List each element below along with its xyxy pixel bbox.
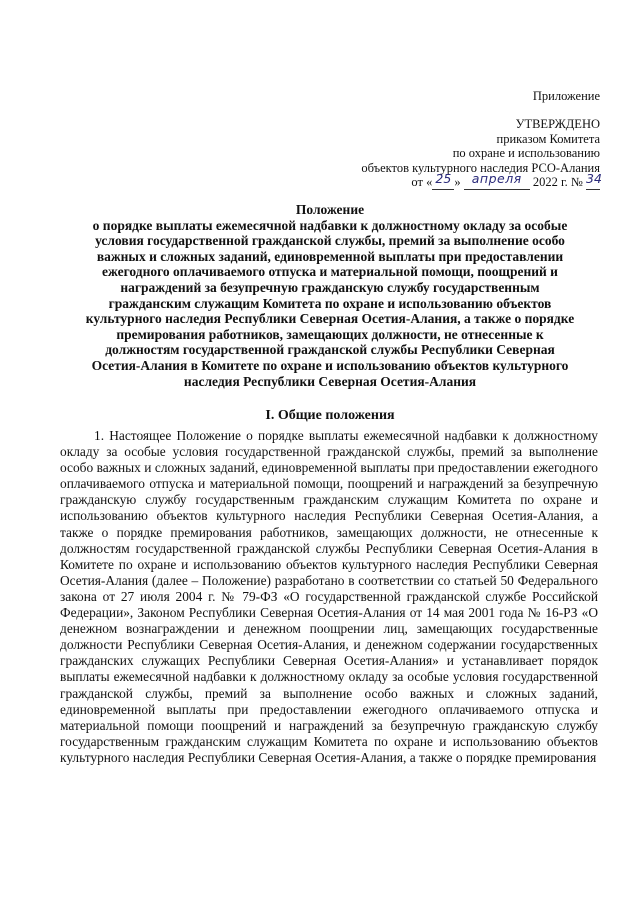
title-line: важных и сложных заданий, единовременной выплаты при предоставлении — [96, 248, 564, 264]
section-heading-general: I. Общие положения — [265, 408, 395, 423]
title-line: гражданским служащим Комитета по охране и использованию объектов — [108, 295, 552, 311]
annex-label — [533, 89, 600, 104]
annex-text: Приложение — [532, 89, 600, 103]
title-line: награждений за безупречную гражданскую службу государственным — [120, 279, 540, 295]
title-line: условия государственной гражданской службы, премий за выполнение особо — [95, 233, 565, 249]
document-title — [60, 202, 600, 389]
date-year: 2022 г. № — [532, 175, 583, 189]
title-line: культурного наследия Республики Северная Осетия-Алания, а также о порядке — [85, 311, 575, 327]
approved-line-1: приказом Комитета — [496, 131, 600, 146]
title-line: ежегодного оплачиваемого отпуска и материальной помощи, поощрений и — [102, 264, 558, 280]
handwritten-month: апреля — [471, 171, 522, 186]
approval-block — [361, 117, 600, 190]
approved-line-2: по охране и использованию — [452, 146, 600, 160]
handwritten-day: 25 — [435, 171, 452, 186]
handwritten-order-number: 34 — [586, 171, 602, 186]
title-line: Осетия-Алания в Комитете по охране и использованию объектов культурного — [91, 357, 569, 373]
title-heading: Положение — [295, 202, 365, 217]
approval-date-row — [361, 171, 602, 190]
title-line: должностям государственной гражданской службы Республики Северная — [105, 342, 555, 358]
title-line: о порядке выплаты ежемесячной надбавки к должностному окладу за особые — [92, 217, 568, 233]
date-quote-close: » — [454, 175, 461, 189]
approved-line-3: объектов культурного наследия РСО-Алания — [361, 160, 600, 175]
date-prefix: от « — [411, 175, 433, 189]
approved-stamp-title: УТВЕРЖДЕНО — [515, 117, 600, 131]
title-line: наследия Республики Северная Осетия-Алания — [183, 373, 477, 389]
body-paragraph-1: 1. Настоящее Положение о порядке выплаты ежемесячной надбавки к должностному окладу за особые условия государственной гражданской службы, премий за выполнение особо важных и сложных заданий, единовременной выплаты при предоставлении ежегодного оплачиваемого отпуска и материальной помощи, поощрений и награждений за безупречную гражданскую службу государственным гражданским служащим Комитета по охране и использованию объектов культурного наследия Республики Северная Осетия-Алания, а также о порядке премирования работников, замещающих должности, не отнесенные к должностям государственной гражданской службы Республики Северная Осетия-Алания в Комитете по охране и использованию объектов культурного наследия Республики Северная Осетия-Алания (далее – Положение) разработано в соответствии со статьей 50 Федерального закона от 27 июля 2004 г. № 79-ФЗ «О государственной гражданской службе Российской Федерации», Законом Республики Северная Осетия-Алания от 14 мая 2001 года № 16-РЗ «О денежном вознаграждении и денежном поощрении лиц, замещающих государственные должности Республики Северная Осетия-Алания, и денежном содержании государственных гражданских служащих Республики Северная Осетия-Алания» и устанавливает порядок выплаты ежемесячной надбавки к должностному окладу за особые условия государственной гражданской службы, премий за выполнение особо важных и сложных заданий, единовременной выплаты при предоставлении ежегодного оплачиваемого отпуска и материальной помощи поощрений и награждений за безупречную гражданскую службу государственным гражданским служащим Комитета по охране и использованию объектов культурного наследия Республики Северная Осетия-Алания, а также о порядке премирования — [60, 428, 598, 765]
title-line: премирования работников, замещающих должности, не отнесенные к — [116, 326, 544, 342]
